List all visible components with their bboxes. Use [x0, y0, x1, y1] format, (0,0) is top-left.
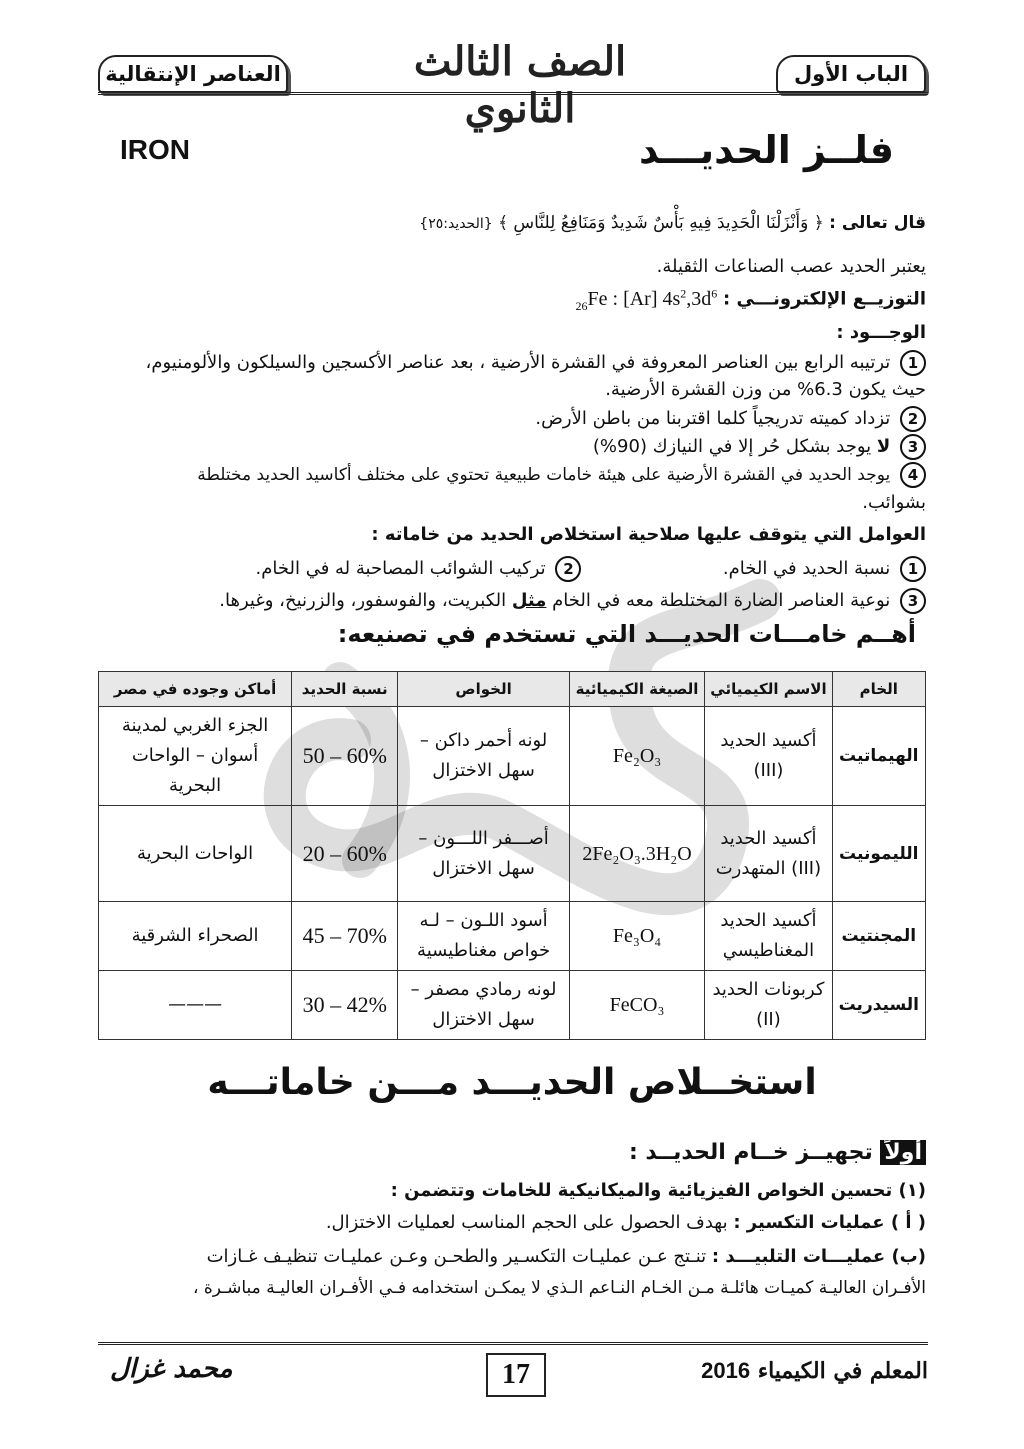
config-sup-2: 6	[711, 286, 718, 300]
chemical-name: كربونات الحديد (II)	[705, 971, 832, 1040]
ore-properties: لونه رمادي مصفر – سهل الاختزال	[398, 971, 569, 1040]
chemical-formula: Fe₂O₃	[569, 707, 705, 806]
ore-name: الهيماتيت	[832, 707, 925, 806]
chemical-name: أكسيد الحديد (III) المتهدرت	[705, 806, 832, 902]
table-row	[99, 707, 926, 806]
iron-ores-table	[98, 671, 926, 1040]
extraction-title: استخــلاص الحديـــد مـــن خاماتـــه	[207, 1062, 817, 1103]
factor-3-pre: نوعية العناصر الضارة المختلطة معه في الخام	[552, 590, 891, 611]
page-number: 17	[486, 1353, 546, 1397]
step-1-heading	[96, 1140, 926, 1165]
column-header: الصيغة الكيميائية	[569, 672, 705, 707]
chemical-formula: FeCO₃	[569, 971, 705, 1040]
ore-properties: لونه أحمر داكن – سهل الاختزال	[398, 707, 569, 806]
factors-heading: العوامل التي يتوقف عليها صلاحية استخلاص الحديد من خاماته :	[371, 524, 926, 545]
config-label: التوزيــع الإلكترونـــي :	[723, 288, 926, 310]
item-number: 4	[900, 462, 926, 488]
factors-row-1	[96, 556, 926, 582]
ore-name: الليمونيت	[832, 806, 925, 902]
verse-ref: {الحديد:٢٥}	[419, 216, 493, 232]
table-header-row	[99, 672, 926, 707]
table-row	[99, 971, 926, 1040]
config-sup-1: 2	[680, 286, 687, 300]
item-text: يوجد الحديد في القشرة الأرضية على هيئة خامات طبيعية تحتوي على مختلف أكاسيد الحديد مختلطة	[197, 465, 891, 485]
ore-name: المجنتيت	[832, 902, 925, 971]
factors-row-2	[96, 588, 926, 614]
intro-text: يعتبر الحديد عصب الصناعات الثقيلة.	[656, 256, 926, 277]
sub-step-1: (١) تحسين الخواص الفيزيائية والميكانيكية للخامات وتتضمن :	[390, 1180, 926, 1201]
iron-percentage: 45 – 70%	[292, 902, 398, 971]
item-text: يوجد بشكل حُر إلا في النيازك (90%)	[592, 436, 872, 457]
chemical-formula: 2Fe₂O₃.3H₂O	[569, 806, 705, 902]
locations-in-egypt: الجزء الغربي لمدينة أسوان – الواحات البحرية	[99, 707, 292, 806]
ore-properties: أسود اللـون – لـه خواص مغناطيسية	[398, 902, 569, 971]
occurrence-item-4	[96, 462, 926, 488]
header-grade-title: الصف الثالث الثانوي	[413, 38, 627, 132]
occurrence-item-3	[96, 434, 926, 460]
factor-3-example: مثل	[511, 590, 547, 611]
occurrence-item-1-cont: حيث يكون 6.3% من وزن القشرة الأرضية.	[605, 379, 926, 400]
header-right-tab	[776, 55, 926, 93]
footer-author-signature: محمد غزال	[110, 1354, 233, 1384]
chemical-name: أكسيد الحديد (III)	[705, 707, 832, 806]
chemical-formula: Fe₃O₄	[569, 902, 705, 971]
item-text: ترتيبه الرابع بين العناصر المعروفة في القشرة الأرضية ، بعد عناصر الأكسجين والسيلكون والألومنيوم،	[145, 352, 891, 373]
column-header: الاسم الكيميائي	[705, 672, 832, 707]
config-formula-b: ,3d	[686, 287, 712, 310]
occurrence-heading: الوجـــود :	[836, 322, 926, 343]
config-atomic-number: 26	[575, 298, 588, 313]
page-title-english: IRON	[120, 134, 190, 165]
iron-percentage: 30 – 42%	[292, 971, 398, 1040]
occurrence-item-1	[96, 350, 926, 376]
crushing-text: بهدف الحصول على الحجم المناسب لعمليات الاختزال.	[325, 1212, 728, 1233]
occurrence-item-2	[96, 406, 926, 432]
ore-properties: أصـــفر اللـــون – سهل الاختزال	[398, 806, 569, 902]
firstly-badge: أولاً	[880, 1140, 926, 1165]
column-header: الخواص	[398, 672, 569, 707]
factor-1-text: نسبة الحديد في الخام.	[722, 558, 891, 579]
locations-in-egypt: ———	[99, 971, 292, 1040]
item-number: 3	[900, 434, 926, 460]
table-row	[99, 902, 926, 971]
header-left-tab	[98, 55, 288, 93]
header-left-label: العناصر الإنتقالية	[105, 62, 281, 86]
sintering-line	[96, 1246, 926, 1267]
footer-book-title: المعلم في الكيمياء	[757, 1358, 928, 1384]
crushing-label: ( أ ) عمليات التكسير :	[733, 1212, 926, 1233]
locations-in-egypt: الواحات البحرية	[99, 806, 292, 902]
ore-name: السيدريت	[832, 971, 925, 1040]
item-number: 1	[900, 350, 926, 376]
ores-heading: أهــم خامـــات الحديـــد التي تستخدم في تصنيعه:	[337, 620, 916, 648]
sintering-text: تنـتج عـن عمليـات التكسـير والطحـن وعـن عمليـات تنظيـف غـازات	[206, 1246, 707, 1267]
factor-2-text: تركيب الشوائب المصاحبة له في الخام.	[255, 558, 546, 579]
factor-3-post: الكبريت، والفوسفور، والزرنيخ، وغيرها.	[219, 590, 507, 611]
column-header: نسبة الحديد	[292, 672, 398, 707]
crushing-line	[96, 1212, 926, 1233]
page-title-arabic: فلــز الحديـــد	[638, 128, 894, 172]
header-right-label: الباب الأول	[793, 62, 909, 86]
electron-config	[96, 286, 926, 314]
step-1-title: تجهيــز خــام الحديــد :	[628, 1140, 873, 1165]
item-bold: لا	[876, 436, 891, 457]
footer-divider	[98, 1342, 928, 1345]
verse-prefix: قال تعالى :	[829, 213, 926, 233]
iron-percentage: 50 – 60%	[292, 707, 398, 806]
item-text: تزداد كميته تدريجياً كلما اقتربنا من باطن الأرض.	[535, 408, 891, 429]
footer-year: 2016	[701, 1358, 751, 1383]
chemical-name: أكسيد الحديد المغناطيسي	[705, 902, 832, 971]
locations-in-egypt: الصحراء الشرقية	[99, 902, 292, 971]
item-number: 2	[900, 406, 926, 432]
factor-number: 3	[900, 588, 926, 614]
factor-number: 2	[555, 556, 581, 582]
config-formula-a: Fe : [Ar] 4s	[587, 287, 681, 310]
table-row	[99, 806, 926, 902]
column-header: أماكن وجوده في مصر	[99, 672, 292, 707]
sintering-label: (ب) عمليـــات التلبيـــد :	[711, 1246, 926, 1267]
config-formula	[575, 286, 718, 313]
footer-book	[701, 1358, 928, 1384]
verse-text: ﴿ وَأَنْزَلْنَا الْحَدِيدَ فِيهِ بَأْسٌ شَدِيدٌ وَمَنَافِعُ لِلنَّاسِ ﴾	[498, 213, 824, 233]
factor-number: 1	[900, 556, 926, 582]
iron-percentage: 20 – 60%	[292, 806, 398, 902]
quran-verse	[96, 212, 926, 233]
column-header: الخام	[832, 672, 925, 707]
sintering-line-cont: الأفـران العاليـة كميـات هائلـة مـن الخـام النـاعم الـذي لا يمكـن استخدامه فـي الأفـران العاليـة مباشـرة ،	[192, 1278, 926, 1298]
occurrence-item-4-cont: بشوائب.	[862, 492, 926, 513]
header-divider	[98, 92, 928, 95]
